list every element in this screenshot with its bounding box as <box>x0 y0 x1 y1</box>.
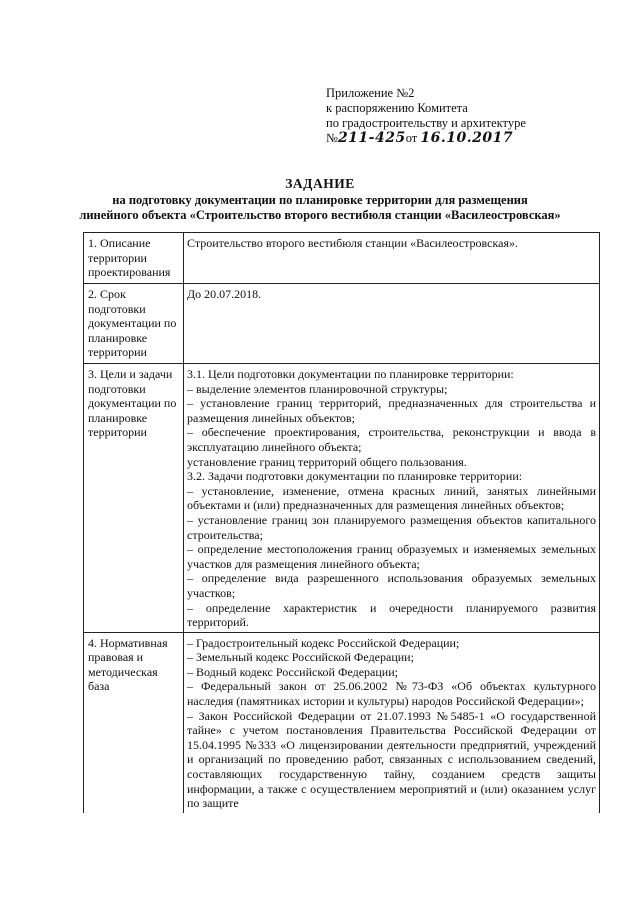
appendix-line-2: к распоряжению Комитета <box>326 101 468 115</box>
document-subtitle-line-1: на подготовку документации по планировке территории для размещения <box>112 193 528 207</box>
content-line: – Градостроительный кодекс Российской Федерации; <box>187 635 460 650</box>
document-heading: ЗАДАНИЕ <box>285 176 355 191</box>
handwritten-date: 16.10.2017 <box>420 130 514 146</box>
row-label: 3. Цели и задачи подготовки документации по планировке территории <box>84 364 184 633</box>
content-line: – определение характеристик и очередности планируемого развития территорий. <box>187 600 596 630</box>
content-line: – установление, изменение, отмена красных линий, занятых линейными объектами и (или) предназначенных для размещения линейных объектов; <box>187 483 596 513</box>
appendix-block <box>326 86 586 146</box>
row-content <box>184 364 600 633</box>
content-line: – определение вида разрешенного использования образуемых земельных участков; <box>187 571 596 600</box>
appendix-number-date <box>326 131 586 146</box>
document-subtitle-line-2: линейного объекта «Строительство второго вестибюля станции «Василеостровская» <box>79 208 561 222</box>
content-line: – Земельный кодекс Российской Федерации; <box>187 650 414 665</box>
row-label: 1. Описание территории проектирования <box>84 233 184 284</box>
table-row <box>84 364 600 633</box>
appendix-line-3: по градостроительству и архитектуре <box>326 116 526 130</box>
content-line: – выделение элементов планировочной структуры; <box>187 381 448 396</box>
table-row <box>84 632 600 813</box>
row-content <box>184 284 600 364</box>
appendix-line-1: Приложение №2 <box>326 86 415 100</box>
content-line: 3.1. Цели подготовки документации по планировке территории: <box>187 367 514 381</box>
handwritten-number: 211-425 <box>337 130 406 146</box>
row-content <box>184 632 600 813</box>
content-line: – обеспечение проектирования, строительства, реконструкции и ввода в эксплуатацию линейного объекта; <box>187 425 596 454</box>
content-line: – определение местоположения границ образуемых и изменяемых земельных участков для размещения линейного объекта; <box>187 542 596 571</box>
content-line: установление границ территорий общего пользования. <box>187 454 467 469</box>
row-label: 4. Нормативная правовая и методическая база <box>84 632 184 813</box>
content-line: – Водный кодекс Российской Федерации; <box>187 664 398 679</box>
date-prefix: от <box>405 131 418 145</box>
row-content <box>184 233 600 284</box>
content-line: До 20.07.2018. <box>187 287 262 301</box>
number-prefix: № <box>326 131 338 145</box>
content-line: – установление границ зон планируемого размещения объектов капитального строительства; <box>187 512 596 542</box>
content-line: – Закон Российской Федерации от 21.07.1993 №5485-1 «О государственной тайне» с учетом постановления Правительства Российской Федерации от 15.04.1995 №333 «О лицензировании деятельности предприятий, учреждений и организаций по проведению работ, связанных с использованием сведений, составляющих государственную тайну, созданием средств защиты информации, а также с осуществлением мероприятий и (или) оказанием услуг по защите <box>187 708 596 811</box>
content-line: 3.2. Задачи подготовки документации по планировке территории: <box>187 469 523 484</box>
content-line: – Федеральный закон от 25.06.2002 №73-ФЗ «Об объектах культурного наследия (памятниках истории и культуры) народов Российской Федерации»; <box>187 679 596 709</box>
content-line: – установление границ территорий, предназначенных для строительства и размещения линейных объектов; <box>187 396 596 425</box>
table-row <box>84 284 600 364</box>
table-row <box>84 233 600 284</box>
row-label: 2. Срок подготовки документации по планировке территории <box>84 284 184 364</box>
task-table <box>83 232 600 813</box>
content-line: Строительство второго вестибюля станции «Василеостровская». <box>187 236 518 250</box>
